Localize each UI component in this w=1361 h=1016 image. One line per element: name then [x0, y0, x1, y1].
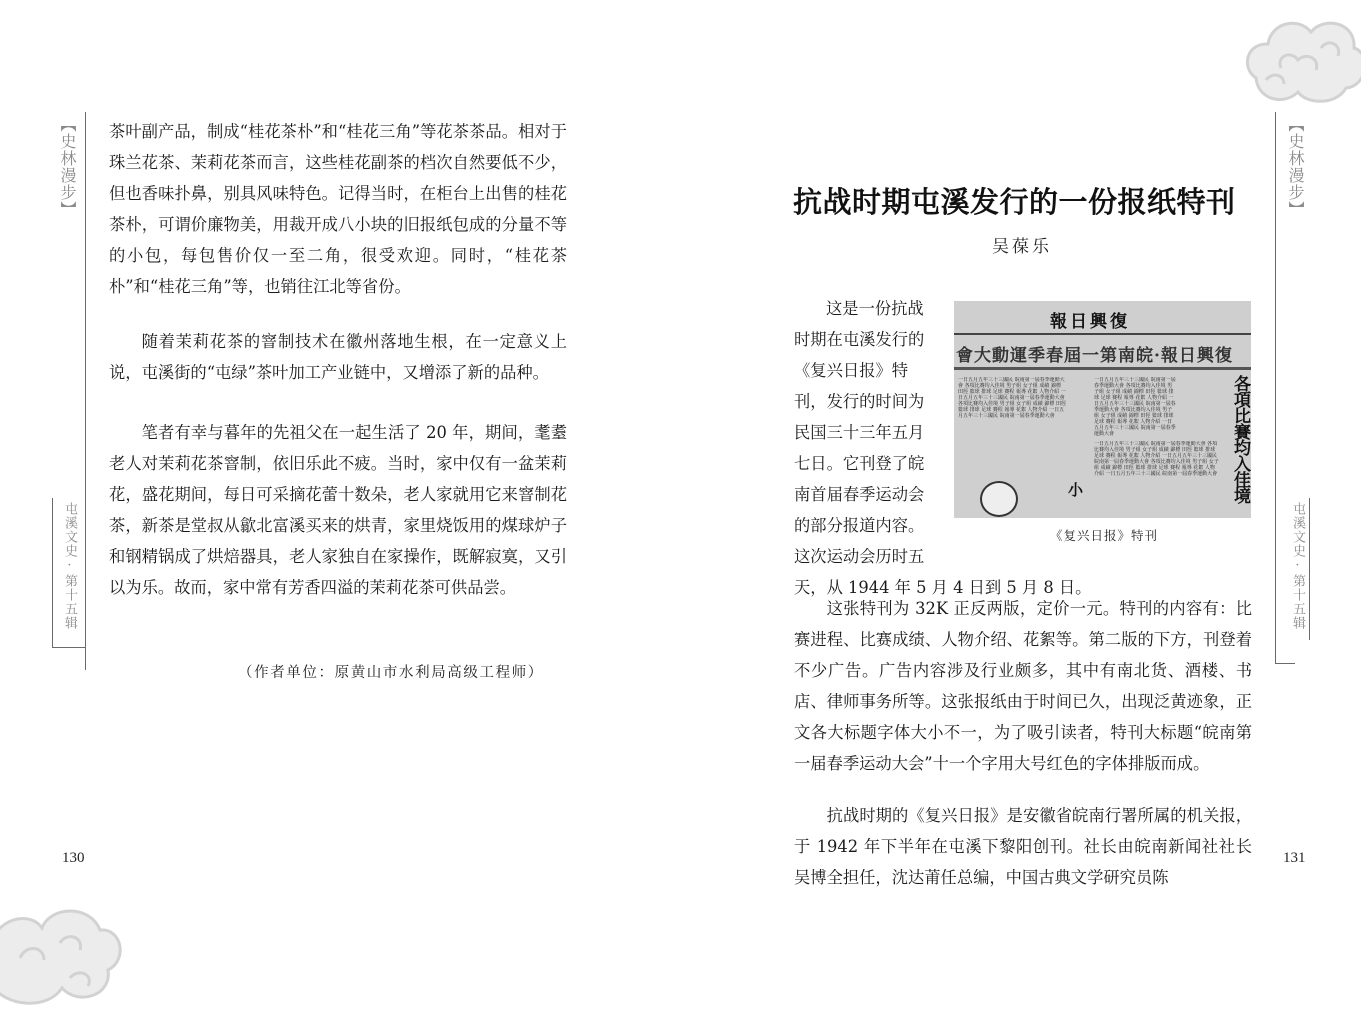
newspaper-column-text: 一日五月五年三十三國民 皖南第一屆春季運動大會 各項比賽均入佳境 男子組 女子組 成績 錦標 田徑 籃球 排球 足球 賽程 報導 花絮 人物介紹 一日五月五年三十三國民 皖南第一屆春季運動大會 各項比賽均入佳境 男子組 女子組 成績 錦標 田徑 籃球 排球 足球 賽程 報導 花絮 人物介紹 一日五月五年三十三國民 皖南第一屆春季運動大會: [1094, 377, 1176, 437]
margin-rule-right-upper: [1275, 112, 1276, 664]
series-label-right: 屯溪文史·第十五辑: [1290, 502, 1305, 630]
banner-rule: [954, 367, 1251, 370]
wrap-line: 这次运动会历时五: [794, 547, 925, 566]
left-paragraph-2: 随着茉莉花茶的窨制技术在徽州落地生根，在一定意义上说，屯溪街的“屯绿”茶叶加工产业链中，又增添了新的品种。: [109, 332, 567, 382]
margin-rule-left-upper: [85, 112, 86, 670]
page-number-right: 131: [1283, 850, 1306, 866]
section-label-right: 【史林漫步】: [1286, 116, 1305, 218]
wrap-line-tail: 天，从 1944 年 5 月 4 日到 5 月 8 日。: [794, 578, 1092, 597]
newspaper-column-text: 一日五月五年三十三國民 皖南第一屆春季運動大會 各項比賽均入佳境 男子組 女子組 成績 錦標 田徑 籃球 排球 足球 賽程 報導 花絮 人物介紹 一日五月五年三十三國民 皖南第一屆春季運動大會 各項比賽均入佳境 男子組 女子組 成績 錦標 田徑 籃球 排球 足球 賽程 報導 花絮 人物介紹 一日五月五年三十三國民 皖南第一屆春季運動大會: [1094, 441, 1219, 477]
right-paragraph-3: 抗战时期的《复兴日报》是安徽省皖南行署所属的机关报，于 1942 年下半年在屯溪下黎阳创刊。社长由皖南新闻社社长吴博全担任，沈达莆任总编，中国古典文学研究员陈: [794, 806, 1252, 887]
section-label-left: 【史林漫步】: [58, 116, 77, 218]
newspaper-headline: 各項比賽均入佳境: [1230, 375, 1250, 503]
article-title: 抗战时期屯溪发行的一份报纸特刊: [793, 185, 1236, 219]
margin-rule-left-series: [52, 498, 53, 648]
newspaper-banner: 會大動運季春屆一第南皖·報日興復: [956, 346, 1233, 366]
newspaper-masthead: 報日興復: [1050, 312, 1130, 332]
cloud-ornament-bottom-left: [0, 888, 125, 1016]
newspaper-cartoon-figure: [980, 481, 1018, 517]
left-paragraph-1: 茶叶副产品，制成“桂花茶朴”和“桂花三角”等花茶茶品。相对于珠兰花茶、茉莉花茶而言，这些桂花副茶的档次自然要低不少，但也香味扑鼻，别具风味特色。记得当时，在柜台上出售的桂花茶朴，可谓价廉物美，用裁开成八小块的旧报纸包成的分量不等的小包，每包售价仅一至二角，很受欢迎。同时，“桂花茶朴”和“桂花三角”等，也销往江北等省份。: [109, 122, 567, 296]
margin-rule-right-series-foot: [1275, 663, 1295, 664]
margin-rule-left-series-foot: [52, 647, 85, 648]
left-paragraph-3: 笔者有幸与暮年的先祖父在一起生活了 20 年，期间，耄耋老人对茉莉花茶窨制，依旧乐此不疲。当时，家中仅有一盆茉莉花，盛花期间，每日可采摘花蕾十数朵，老人家就用它来窨制花茶，新茶是堂叔从歙北富溪买来的烘青，家里烧饭用的煤球炉子和钢精锅成了烘焙器具，老人家独自在家操作，既解寂寞，又引以为乐。故而，家中常有芳香四溢的茉莉花茶可供品尝。: [109, 423, 567, 597]
cloud-ornament-top-right: [1236, 8, 1361, 118]
wrap-line: 《复兴日报》特: [794, 361, 908, 380]
wrap-line: 的部分报道内容。: [794, 516, 925, 535]
wrap-line: 刊，发行的时间为: [794, 392, 925, 411]
margin-rule-right-series: [1309, 498, 1310, 640]
author-credit: （作者单位：原黄山市水利局高级工程师）: [238, 665, 544, 681]
newspaper-photo: [954, 301, 1251, 518]
newspaper-side-text: 小: [1068, 481, 1084, 499]
wrap-line: 南首届春季运动会: [794, 485, 925, 504]
right-paragraph-2: 这张特刊为 32K 正反两版，定价一元。特刊的内容有：比赛进程、比赛成绩、人物介绍、花絮等。第二版的下方，刊登着不少广告。广告内容涉及行业颇多，其中有南北货、酒楼、书店、律师事务所等。这张报纸由于时间已久，出现泛黄迹象，正文各大标题字体大小不一，为了吸引读者，特刊大标题“皖南第一届春季运动大会”十一个字用大号红色的字体排版而成。: [794, 599, 1252, 773]
wrap-line: 民国三十三年五月: [794, 423, 925, 442]
wrap-line: 时期在屯溪发行的: [794, 330, 925, 349]
photo-caption: 《复兴日报》特刊: [1050, 528, 1159, 543]
page-number-left: 130: [62, 850, 85, 866]
series-label-left: 屯溪文史·第十五辑: [62, 502, 77, 630]
wrap-line: 七日。它刊登了皖: [794, 454, 925, 473]
newspaper-column-text: 一日五月五年三十三國民 皖南第一屆春季運動大會 各項比賽均入佳境 男子組 女子組 成績 錦標 田徑 籃球 排球 足球 賽程 報導 花絮 人物介紹 一日五月五年三十三國民 皖南第一屆春季運動大會 各項比賽均入佳境 男子組 女子組 成績 錦標 田徑 籃球 排球 足球 賽程 報導 花絮 人物介紹 一日五月五年三十三國民 皖南第一屆春季運動大會: [958, 377, 1066, 419]
article-author: 吴葆乐: [992, 237, 1052, 257]
masthead-rule: [954, 333, 1251, 335]
wrap-line: 这是一份抗战: [826, 299, 924, 318]
